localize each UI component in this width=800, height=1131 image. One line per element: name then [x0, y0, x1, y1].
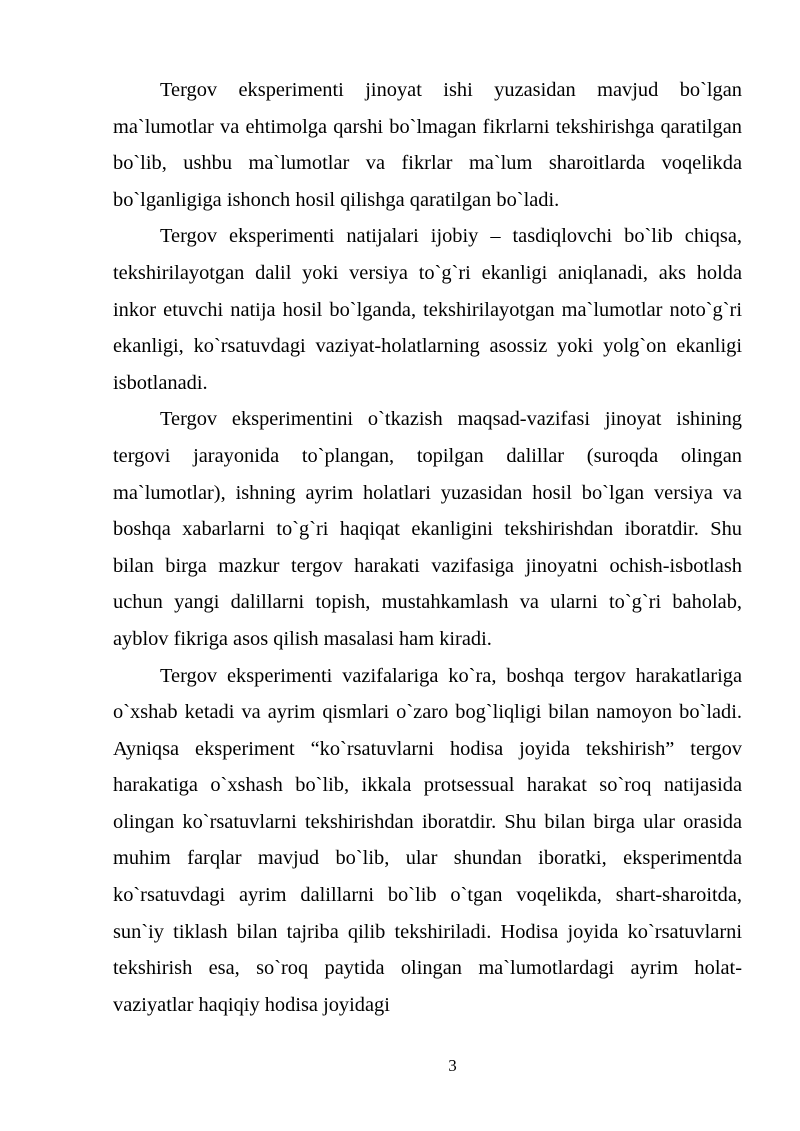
paragraph: Tergov eksperimentini o`tkazish maqsad-vazifasi jinoyat ishining tergovi jarayonida to`plangan, topilgan dalillar (suroqda olingan ma`lumotlar), ishning ayrim holatlari yuzasidan hosil bo`lgan versiya va boshqa xabarlarni to`g`ri haqiqat ekanligini tekshirishdan iboratdir. Shu bilan birga mazkur tergov harakati vazifasiga jinoyatni ochish-isbotlash uchun yangi dalillarni topish, mustahkamlash va ularni to`g`ri baholab, ayblov fikriga asos qilish masalasi ham kiradi. — [113, 408, 742, 650]
paragraph: Tergov eksperimenti vazifalariga ko`ra, boshqa tergov harakatlariga o`xshab ketadi va ayrim qismlari o`zaro bog`liqligi bilan namoyon bo`ladi. Ayniqsa eksperiment “ko`rsatuvlarni hodisa joyida tekshirish” tergov harakatiga o`xshash bo`lib, ikkala protsessual harakat so`roq natijasida olingan ko`rsatuvlarni tekshirishdan iboratdir. Shu bilan birga ular orasida muhim farqlar mavjud bo`lib, ular shundan iboratki, eksperimentda ko`rsatuvdagi ayrim dalillarni bo`lib o`tgan voqelikda, shart-sharoitda, sun`iy tiklash bilan tajriba qilib tekshiriladi. Hodisa joyida ko`rsatuvlarni tekshirish esa, so`roq paytida olingan ma`lumotlardagi ayrim holat-vaziyatlar haqiqiy hodisa joyidagi — [113, 664, 742, 1016]
paragraph: Tergov eksperimenti natijalari ijobiy – tasdiqlovchi bo`lib chiqsa, tekshirilayotgan dalil yoki versiya to`g`ri ekanligi aniqlanadi, aks holda inkor etuvchi natija hosil bo`lganda, tekshirilayotgan ma`lumotlar noto`g`ri ekanligi, ko`rsatuvdagi vaziyat-holatlarning asossiz yoki yolg`on ekanligi isbotlanadi. — [113, 225, 742, 394]
document-body — [113, 72, 742, 1023]
page-number: 3 — [448, 1056, 457, 1075]
paragraph: Tergov eksperimenti jinoyat ishi yuzasidan mavjud bo`lgan ma`lumotlar va ehtimolga qarshi bo`lmagan fikrlarni tekshirishga qaratilgan bo`lib, ushbu ma`lumotlar va fikrlar ma`lum sharoitlarda voqelikda bo`lganligiga ishonch hosil qilishga qaratilgan bo`ladi. — [113, 79, 742, 211]
